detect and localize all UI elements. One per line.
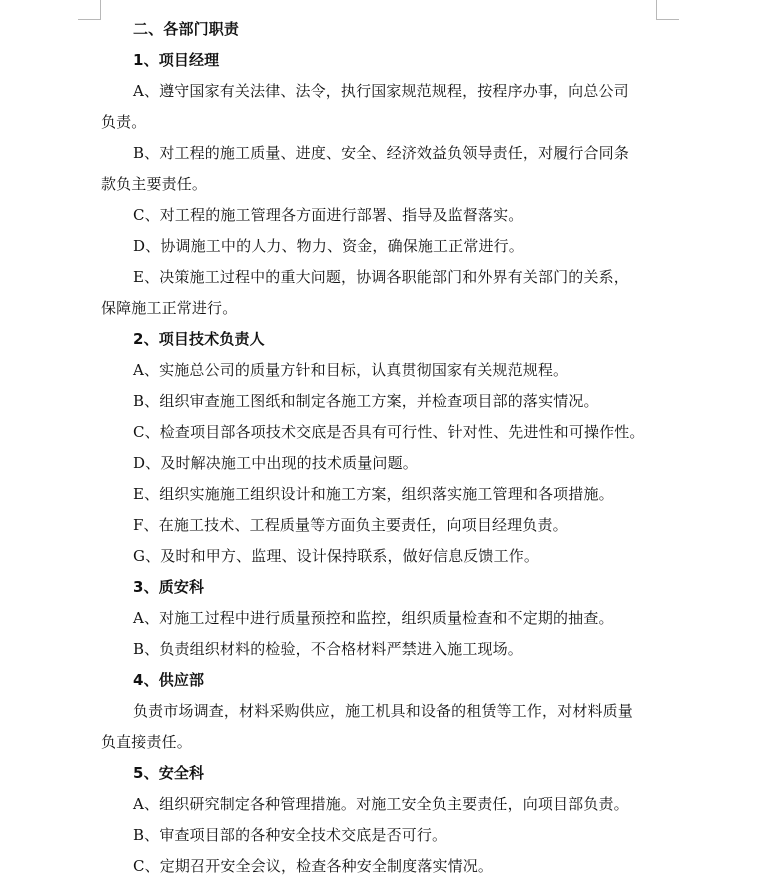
paragraph-line: 负直接责任。 [101,733,192,751]
section-title: 二、各部门职责 [133,20,240,38]
subsection-heading: 4、供应部 [133,671,205,689]
paragraph-line: C、对工程的施工管理各方面进行部署、指导及监督落实。 [133,206,524,224]
subsection-heading: 5、安全科 [133,764,205,782]
paragraph-line: B、对工程的施工质量、进度、安全、经济效益负领导责任，对履行合同条 [133,144,629,162]
paragraph-line: A、对施工过程中进行质量预控和监控，组织质量检查和不定期的抽查。 [133,609,614,627]
paragraph-line: C、检查项目部各项技术交底是否具有可行性、针对性、先进性和可操作性。 [133,423,645,441]
paragraph-line: C、定期召开安全会议，检查各种安全制度落实情况。 [133,857,494,875]
paragraph-line: F、在施工技术、工程质量等方面负主要责任，向项目经理负责。 [133,516,568,534]
paragraph-line: B、审查项目部的各种安全技术交底是否可行。 [133,826,448,844]
paragraph-line: 负责市场调查，材料采购供应，施工机具和设备的租赁等工作，对材料质量 [133,702,633,720]
paragraph-line: E、组织实施施工组织设计和施工方案，组织落实施工管理和各项措施。 [133,485,614,503]
paragraph-line: D、协调施工中的人力、物力、资金，确保施工正常进行。 [133,237,524,255]
paragraph-line: A、组织研究制定各种管理措施。对施工安全负主要责任，向项目部负责。 [133,795,629,813]
paragraph-line: A、遵守国家有关法律、法令，执行国家规范规程，按程序办事，向总公司 [133,82,629,100]
paragraph-line: 款负主要责任。 [101,175,208,193]
paragraph-line: A、实施总公司的质量方针和目标，认真贯彻国家有关规范规程。 [133,361,569,379]
paragraph-line: 负责。 [101,113,147,131]
subsection-heading: 3、质安科 [133,578,205,596]
paragraph-list [101,45,661,876]
document-body[interactable] [101,14,661,876]
subsection-heading: 2、项目技术负责人 [133,330,265,348]
paragraph-line: G、及时和甲方、监理、设计保持联系，做好信息反馈工作。 [133,547,540,565]
subsection-heading: 1、项目经理 [133,51,220,69]
paragraph-line: B、组织审查施工图纸和制定各施工方案，并检查项目部的落实情况。 [133,392,599,410]
paragraph-line: B、负责组织材料的检验，不合格材料严禁进入施工现场。 [133,640,523,658]
paragraph-line: D、及时解决施工中出现的技术质量问题。 [133,454,418,472]
paragraph-line: E、决策施工过程中的重大问题，协调各职能部门和外界有关部门的关系， [133,268,629,286]
crop-mark-left-horizontal [78,19,101,20]
paragraph-line: 保障施工正常进行。 [101,299,238,317]
